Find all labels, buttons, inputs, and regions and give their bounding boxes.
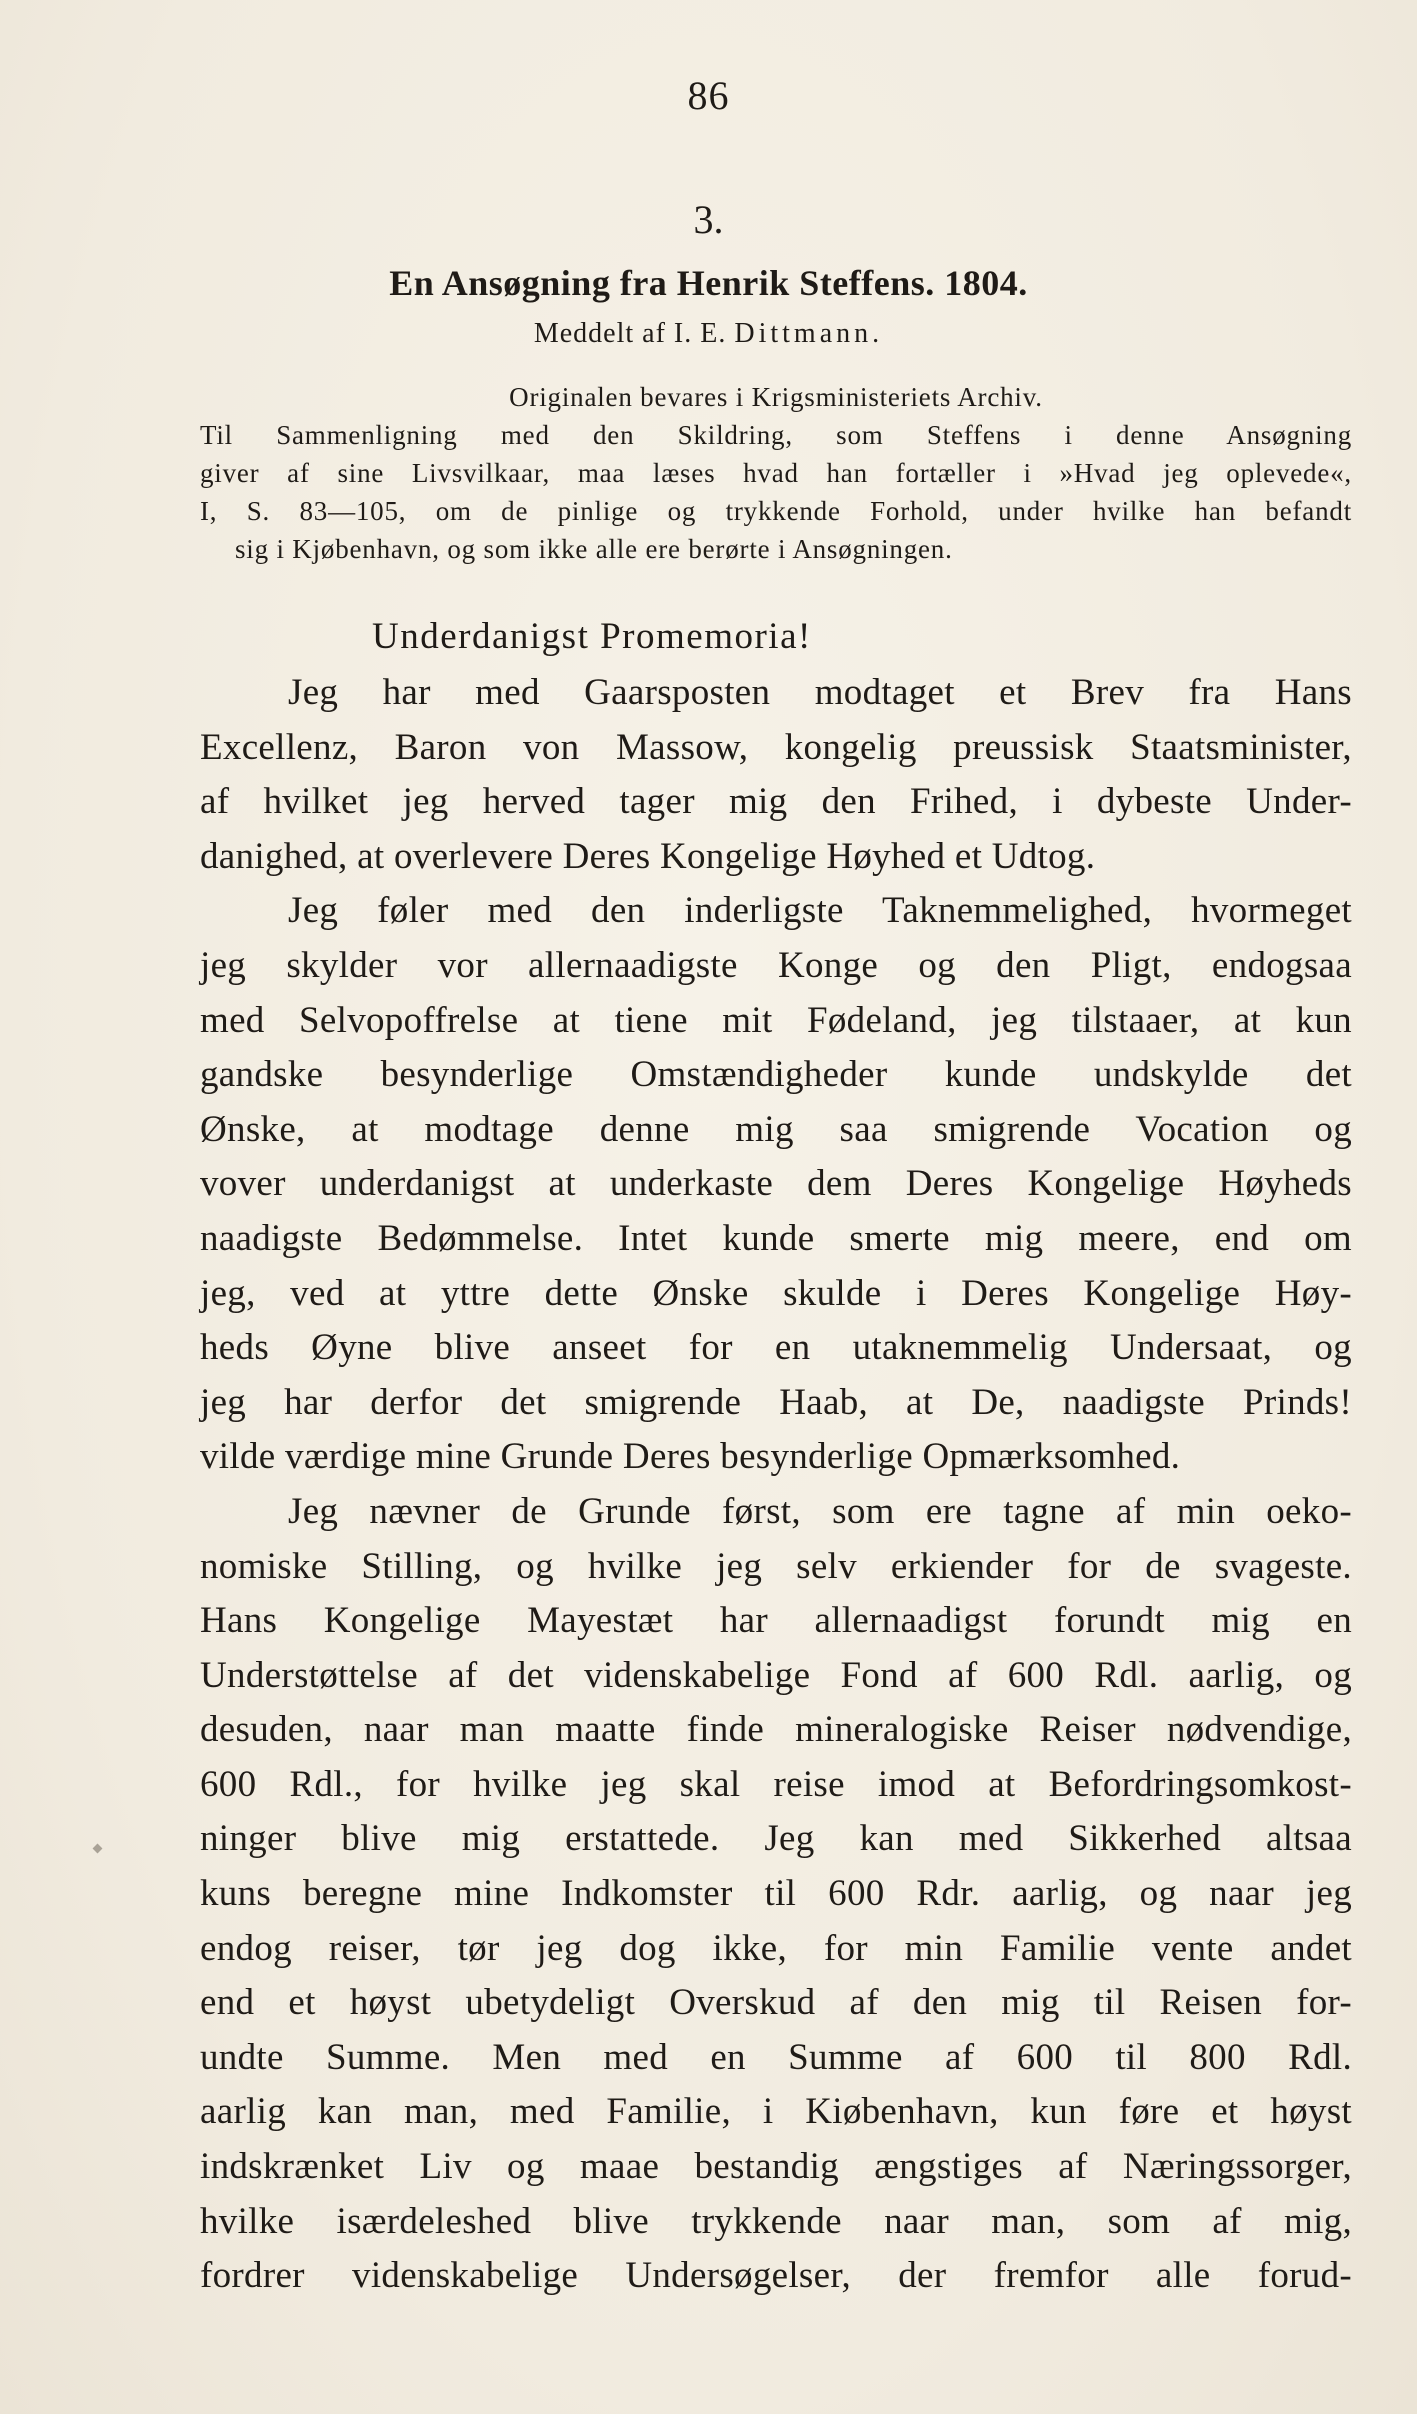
note-line: giver af sine Livsvilkaar, maa læses hvad han fortæller i »Hvad jeg oplevede«, <box>200 458 1352 488</box>
page-number: 86 <box>687 73 730 118</box>
body-line: hvilke isærdeleshed blive trykkende naar man, som af mig, <box>200 2200 1352 2242</box>
body-line: Hans Kongelige Mayestæt har allernaadigst forundt mig en <box>200 1600 1352 1642</box>
body-line: vilde værdige mine Grunde Deres besynderlige Opmærksomhed. <box>200 1436 1181 1478</box>
body-line: jeg skylder vor allernaadigste Konge og den Pligt, endogsaa <box>200 944 1352 986</box>
body-line: vover underdanigst at underkaste dem Deres Kongelige Høyheds <box>200 1163 1352 1205</box>
body-line: endog reiser, tør jeg dog ikke, for min Familie vente andet <box>200 1927 1352 1969</box>
margin-mark <box>93 1844 103 1854</box>
body-line: Jeg har med Gaarsposten modtaget et Brev fra Hans <box>288 672 1352 713</box>
body-line: desuden, naar man maatte finde mineralogiske Reiser nødvendige, <box>200 1709 1352 1751</box>
body-line: nomiske Stilling, og hvilke jeg selv erkiender for de svageste. <box>200 1545 1352 1587</box>
note-line: Til Sammenligning med den Skildring, som Steffens i denne Ansøgning <box>200 420 1352 450</box>
body-line: jeg, ved at yttre dette Ønske skulde i Deres Kongelige Høy- <box>200 1272 1352 1314</box>
body-line: Ønske, at modtage denne mig saa smigrende Vocation og <box>200 1108 1352 1150</box>
body-line: af hvilket jeg herved tager mig den Frihed, i dybeste Under- <box>200 781 1352 823</box>
body-line: Jeg føler med den inderligste Taknemmelighed, hvormeget <box>288 890 1352 932</box>
communicator-name: Dittmann. <box>734 318 884 349</box>
letter-heading: Underdanigst Promemoria! <box>372 616 812 657</box>
body-line: indskrænket Liv og maae bestandig ængstiges af Næringssorger, <box>200 2146 1352 2188</box>
body-line: heds Øyne blive anseet for en utaknemmelig Undersaat, og <box>200 1327 1352 1369</box>
body-line: Excellenz, Baron von Massow, kongelig preussisk Staatsminister, <box>200 726 1352 768</box>
body-line: danighed, at overlevere Deres Kongelige Høyhed et Udtog. <box>200 835 1096 877</box>
letter-body <box>200 610 1352 2304</box>
section-number: 3. <box>693 197 724 242</box>
body-line: jeg har derfor det smigrende Haab, at De, naadigste Prinds! <box>200 1381 1352 1423</box>
body-line: end et høyst ubetydeligt Overskud af den mig til Reisen for- <box>200 1982 1352 2024</box>
body-line: Jeg nævner de Grunde først, som ere tagne af min oeko- <box>288 1490 1352 1532</box>
communicated-by <box>0 318 1417 350</box>
body-line: ninger blive mig erstattede. Jeg kan med Sikkerhed altsaa <box>200 1818 1352 1860</box>
note-line: I, S. 83—105, om de pinlige og trykkende Forhold, under hvilke han befandt <box>200 496 1352 526</box>
note-line: Originalen bevares i Krigsministeriets Archiv. <box>509 382 1043 412</box>
editorial-note <box>200 378 1352 568</box>
body-line: fordrer videnskabelige Undersøgelser, der fremfor alle forud- <box>200 2255 1352 2297</box>
body-line: undte Summe. Men med en Summe af 600 til 800 Rdl. <box>200 2036 1352 2078</box>
body-line: gandske besynderlige Omstændigheder kunde undskylde det <box>200 1054 1352 1096</box>
body-line: 600 Rdl., for hvilke jeg skal reise imod at Befordringsomkost- <box>200 1763 1352 1805</box>
note-line: sig i Kjøbenhavn, og som ikke alle ere berørte i Ansøgningen. <box>235 534 953 564</box>
communicated-prefix: Meddelt af I. E. <box>533 318 727 349</box>
body-line: naadigste Bedømmelse. Intet kunde smerte mig meere, end om <box>200 1217 1352 1259</box>
body-line: med Selvopoffrelse at tiene mit Fødeland, jeg tilstaaer, at kun <box>200 999 1352 1041</box>
body-line: Understøttelse af det videnskabelige Fond af 600 Rdl. aarlig, og <box>200 1654 1352 1696</box>
body-line: aarlig kan man, med Familie, i Kiøbenhavn, kun føre et høyst <box>200 2091 1352 2133</box>
body-line: kuns beregne mine Indkomster til 600 Rdr. aarlig, og naar jeg <box>200 1873 1352 1915</box>
article-title: En Ansøgning fra Henrik Steffens. 1804. <box>389 263 1028 303</box>
